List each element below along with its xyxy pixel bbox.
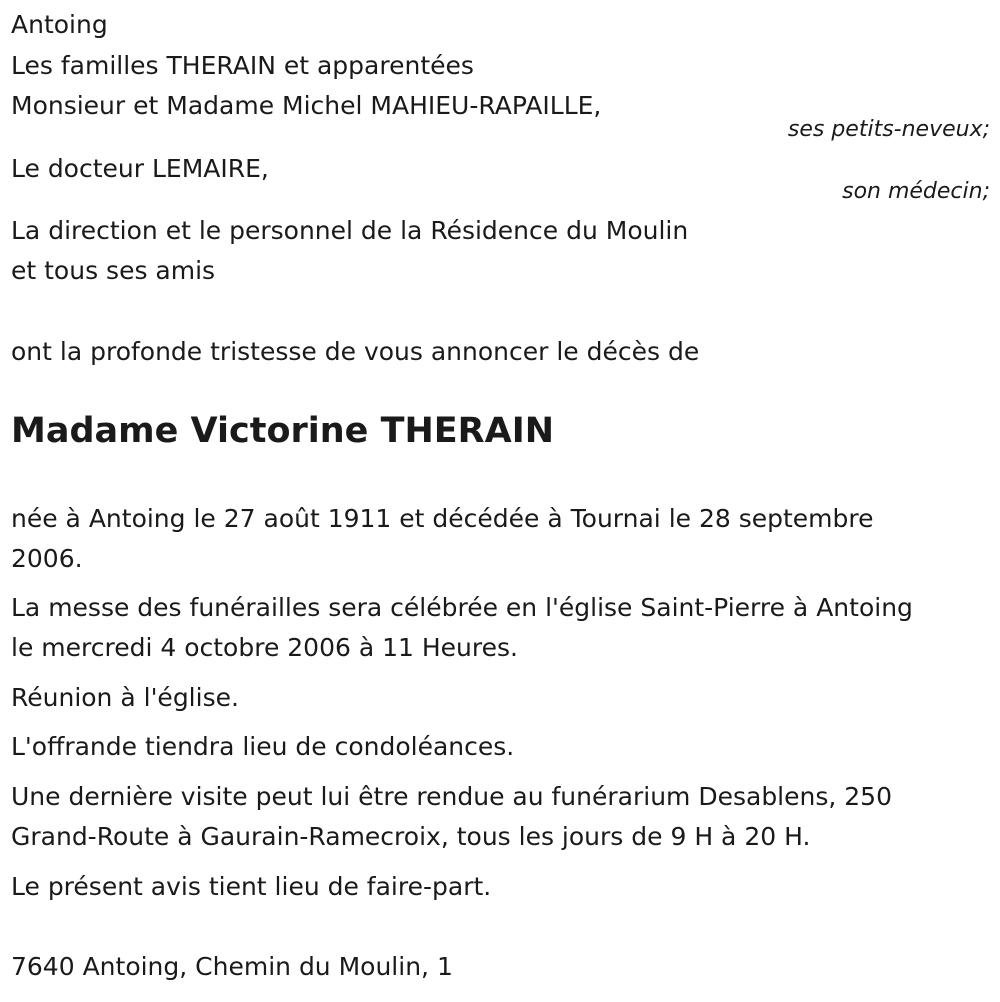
offering-line: L'offrande tiendra lieu de condoléances.	[11, 732, 515, 761]
notice-line: Le présent avis tient lieu de faire-part.	[11, 872, 492, 901]
announcement-intro: ont la profonde tristesse de vous annoncer le décès de	[11, 337, 700, 366]
nephews-name: Monsieur et Madame Michel MAHIEU-RAPAILLE,	[11, 91, 602, 120]
residence-line-2: et tous ses amis	[11, 256, 216, 285]
birth-line-1: née à Antoing le 27 août 1911 et décédée à Tournai le 28 septembre	[11, 504, 874, 533]
mass-line-1: La messe des funérailles sera célébrée en l'église Saint-Pierre à Antoing	[11, 593, 913, 622]
residence-line-1: La direction et le personnel de la Résidence du Moulin	[11, 216, 689, 245]
deceased-name: Madame Victorine THERAIN	[11, 411, 555, 451]
birth-line-2: 2006.	[11, 544, 83, 573]
visit-line-1: Une dernière visite peut lui être rendue au funérarium Desablens, 250	[11, 782, 892, 811]
mass-line-2: le mercredi 4 octobre 2006 à 11 Heures.	[11, 633, 518, 662]
meeting-line: Réunion à l'église.	[11, 683, 239, 712]
doctor-name: Le docteur LEMAIRE,	[11, 154, 269, 183]
doctor-relation: son médecin;	[842, 179, 990, 204]
nephews-relation: ses petits-neveux;	[787, 117, 990, 142]
families-line: Les familles THERAIN et apparentées	[11, 51, 474, 80]
visit-line-2: Grand-Route à Gaurain-Ramecroix, tous les jours de 9 H à 20 H.	[11, 822, 811, 851]
address-line: 7640 Antoing, Chemin du Moulin, 1	[11, 952, 453, 981]
town-heading: Antoing	[11, 10, 108, 39]
